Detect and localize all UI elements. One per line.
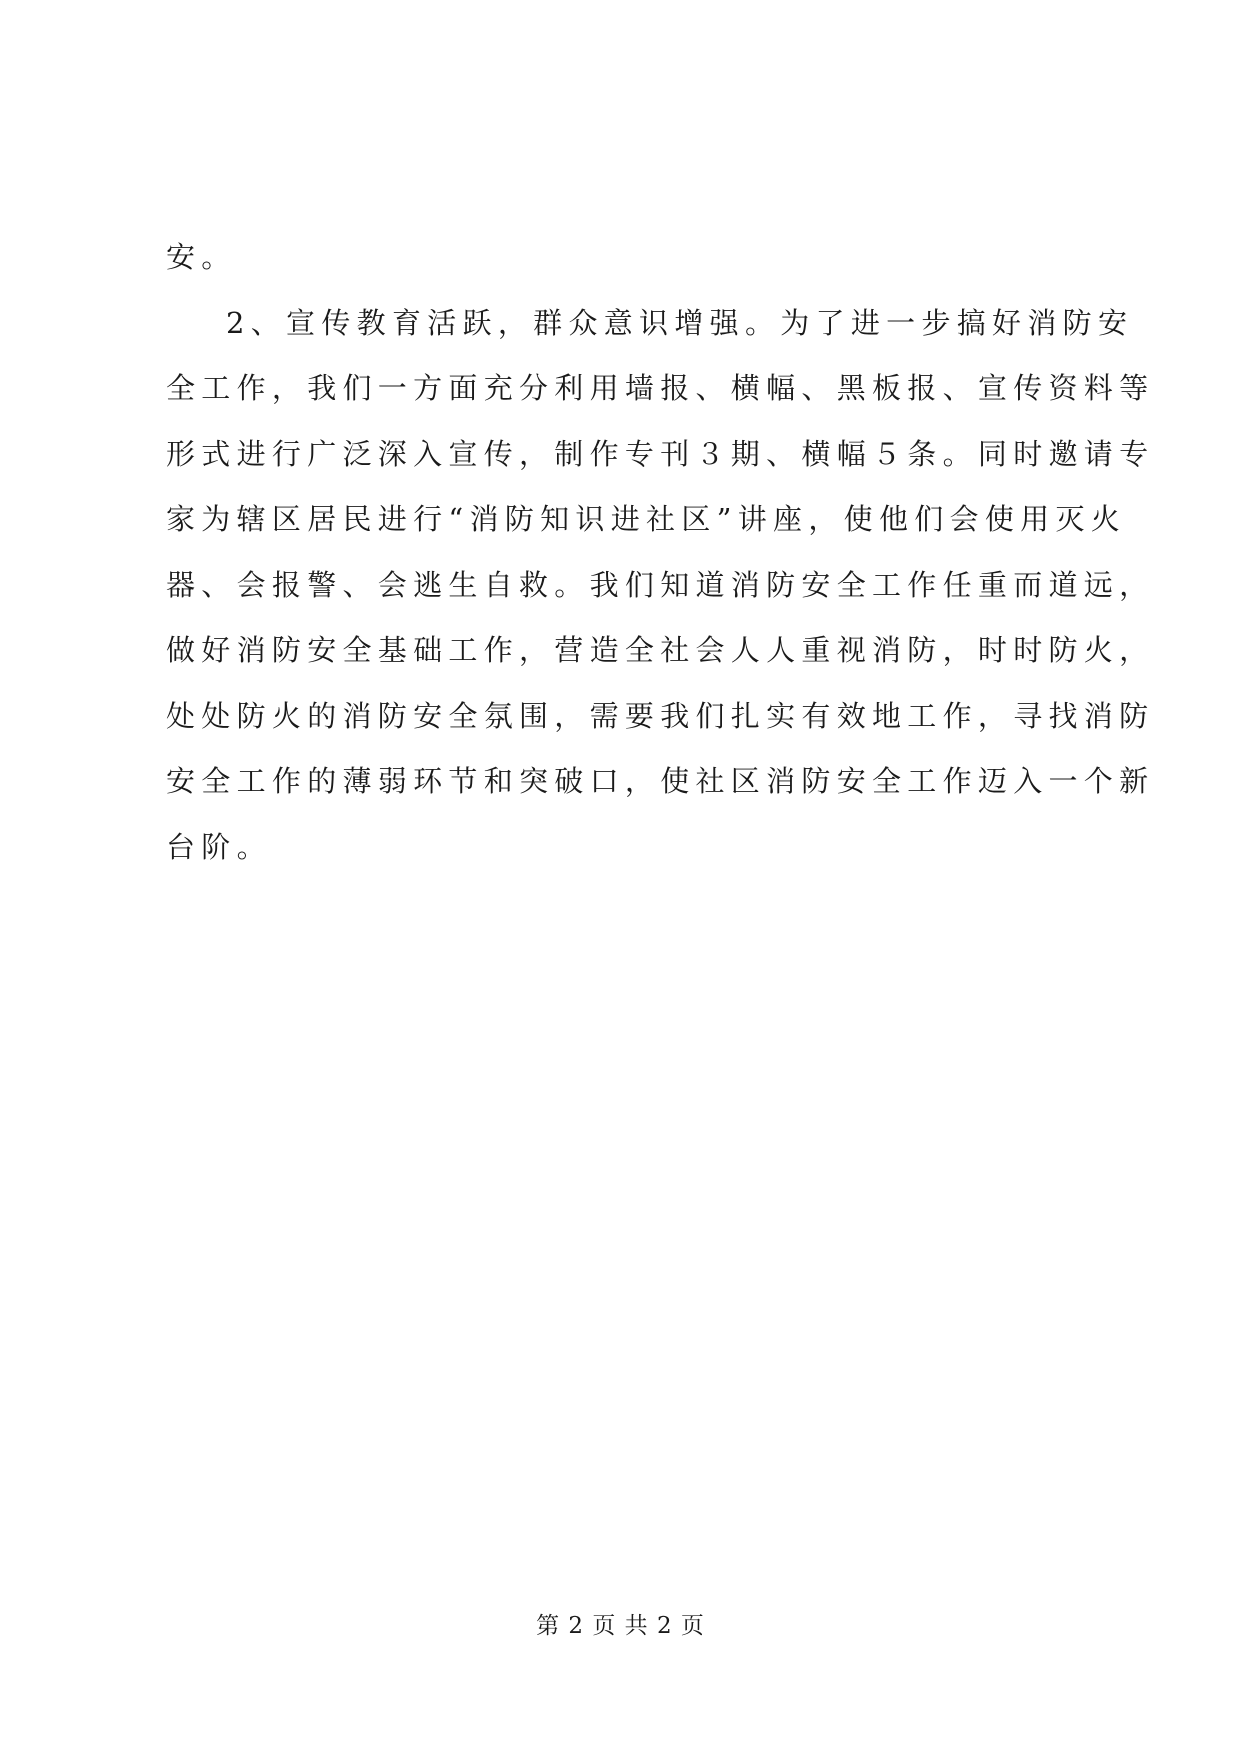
text-line: 安。 <box>166 240 237 274</box>
text-line: 器、会报警、会逃生自救。我们知道消防安全工作任重而道远， <box>166 567 1155 602</box>
text-line: 处处防火的消防安全氛围，需要我们扎实有效地工作，寻找消防 <box>166 698 1155 733</box>
text-line: 全工作，我们一方面充分利用墙报、横幅、黑板报、宣传资料等 <box>166 371 1155 405</box>
text-line: 台阶。 <box>166 829 272 864</box>
page-number-footer: 第 2 页 共 2 页 <box>536 1613 705 1639</box>
text-line: 形式进行广泛深入宣传，制作专刊３期、横幅５条。同时邀请专 <box>166 436 1155 471</box>
text-line: 做好消防安全基础工作，营造全社会人人重视消防，时时防火， <box>166 633 1155 667</box>
body-text <box>166 225 1155 880</box>
text-line: 安全工作的薄弱环节和突破口，使社区消防安全工作迈入一个新 <box>166 764 1155 798</box>
paragraph-start-line: 2、宣传教育活跃，群众意识增强。为了进一步搞好消防安 <box>226 305 1134 340</box>
text-line: 家为辖区居民进行“消防知识进社区”讲座，使他们会使用灭火 <box>166 502 1127 536</box>
